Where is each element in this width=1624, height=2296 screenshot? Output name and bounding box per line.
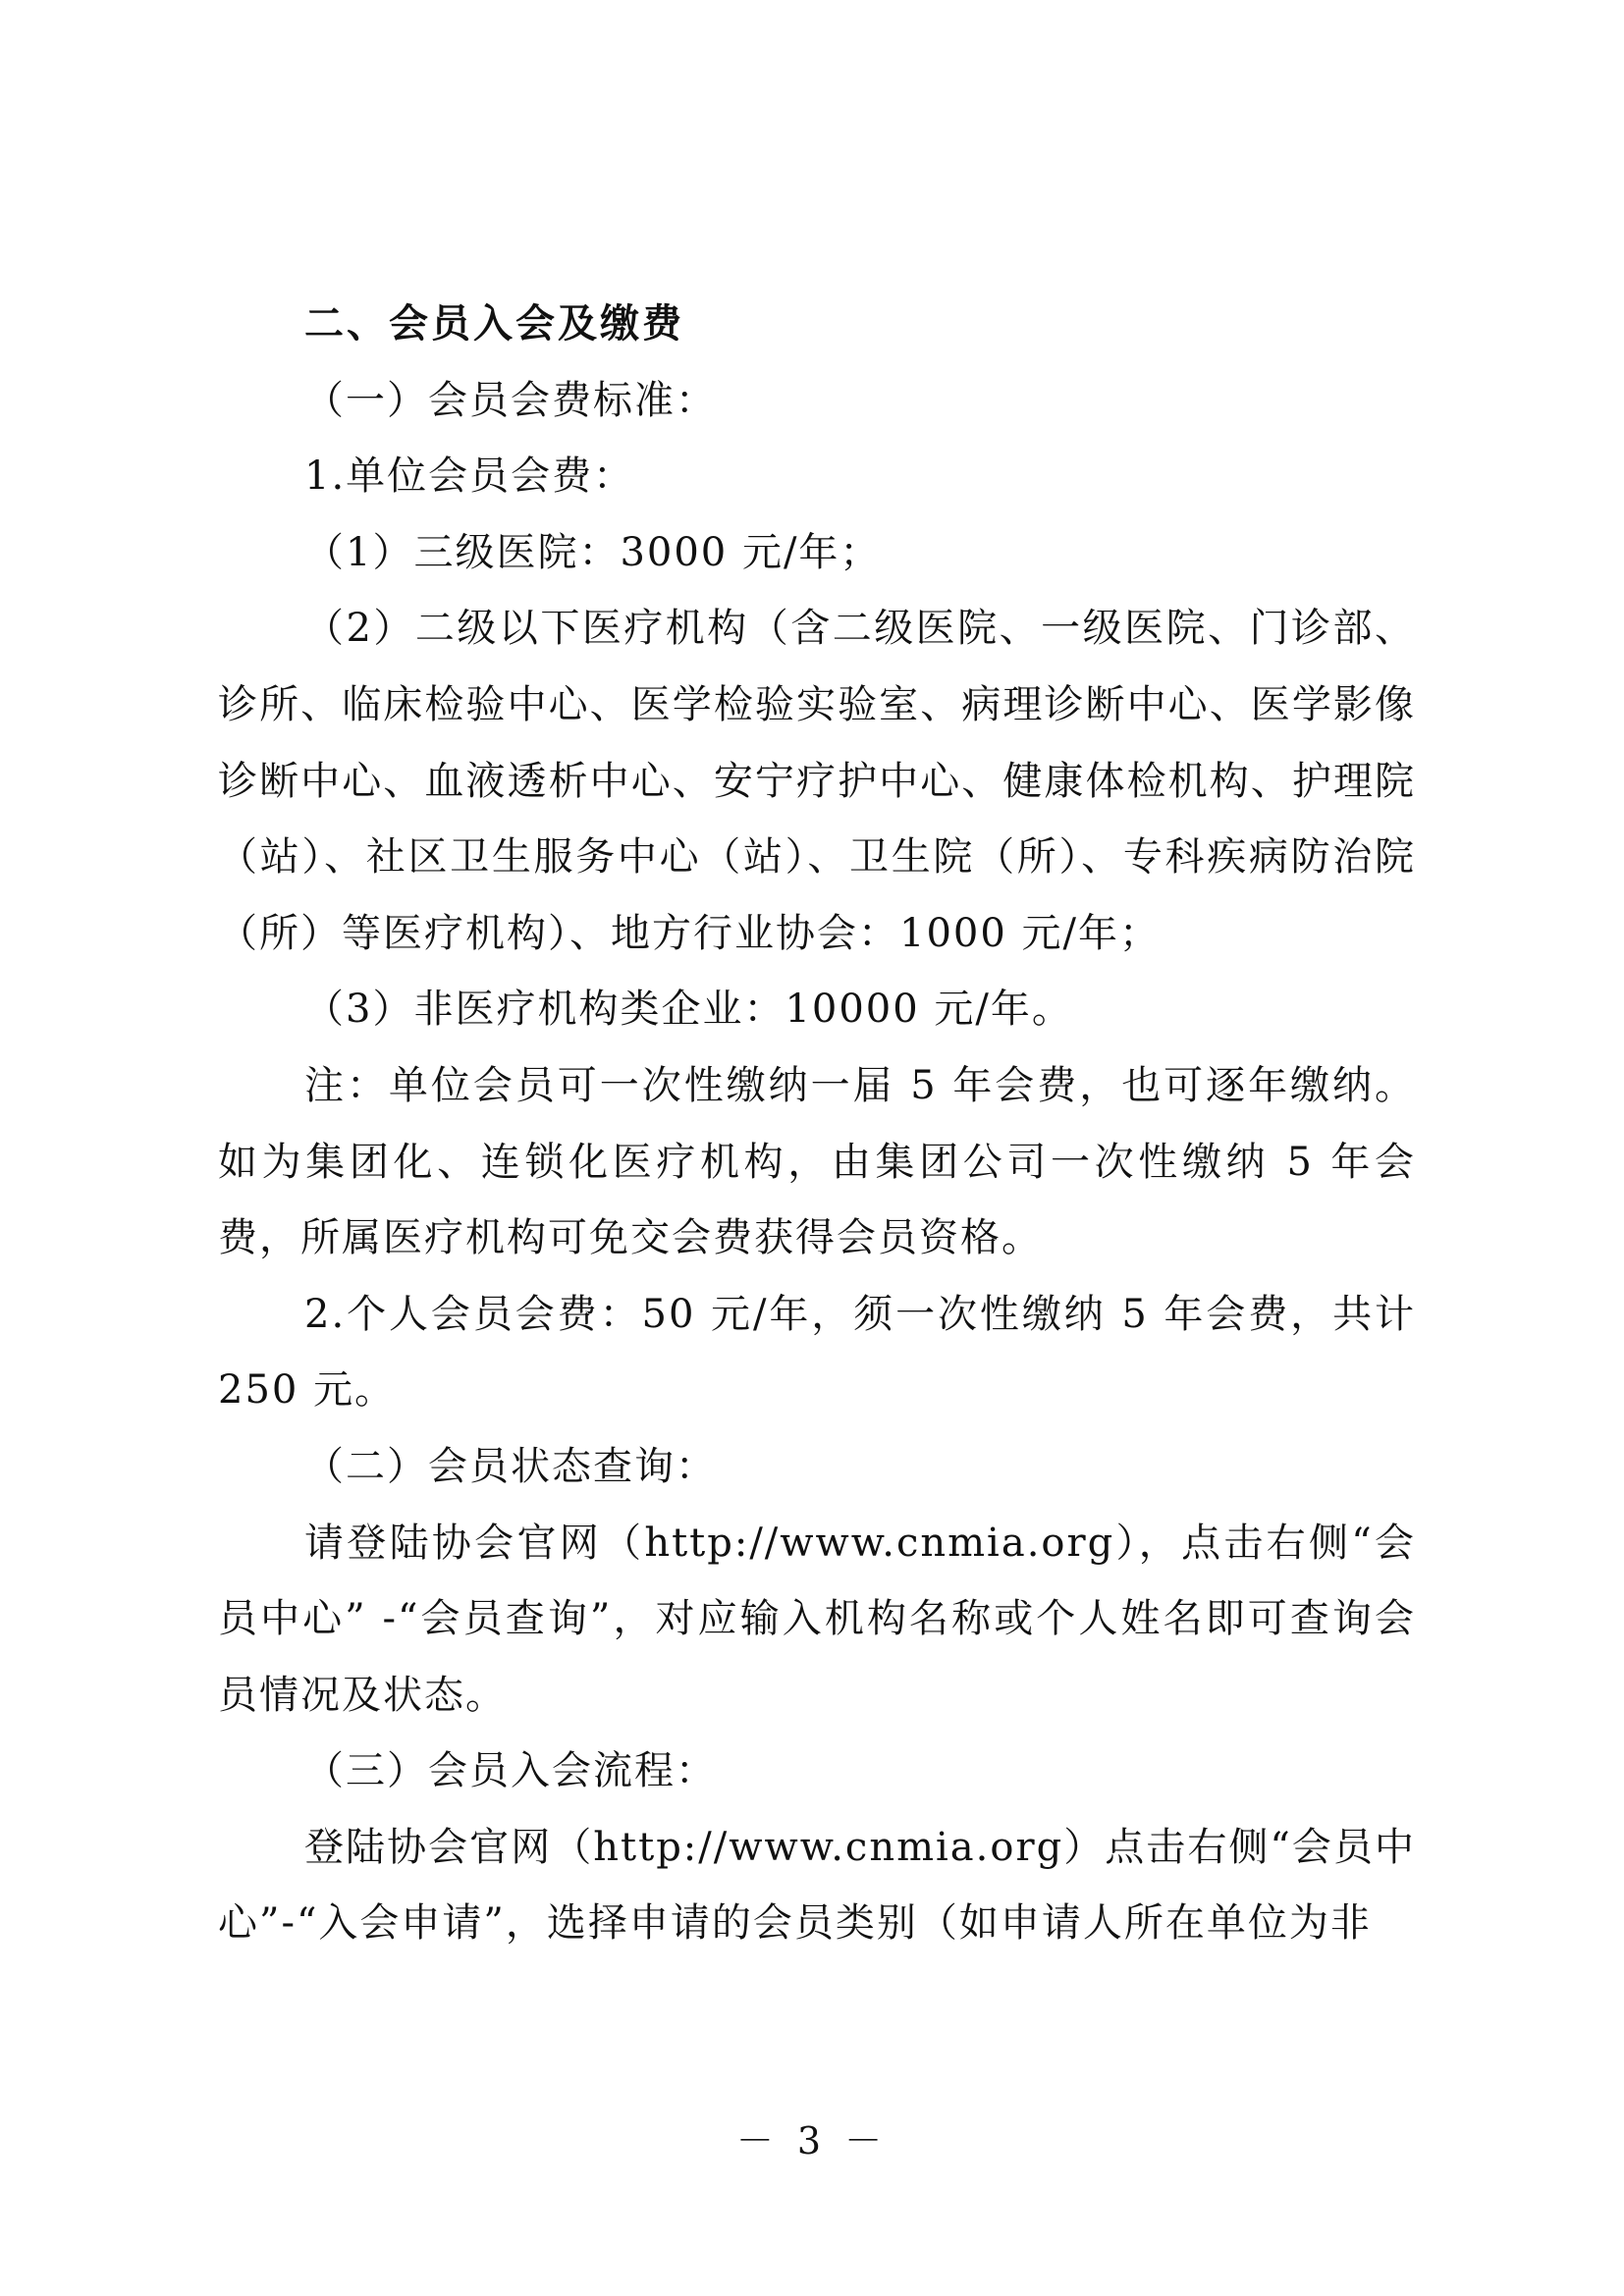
fee-item-non-medical-enterprise: （3）非医疗机构类企业：10000 元/年。 [304, 987, 1073, 1033]
page-number: － 3 － [735, 2119, 889, 2163]
individual-member-fee: 2.个人会员会费：50 元/年，须一次性缴纳 5 年会费，共计 250 元。 [218, 1291, 1416, 1414]
unit-member-fee-title: 1.单位会员会费： [304, 454, 635, 500]
subsection-title-status-query: （二）会员状态查询： [304, 1443, 717, 1489]
status-query-instructions: 请登陆协会官网（http://www.cnmia.org），点击右侧“会员中心” -“会员查询”，对应输入机构名称或个人姓名即可查询会员情况及状态。 [218, 1520, 1416, 1718]
fee-item-secondary-institutions: （2）二级以下医疗机构（含二级医院、一级医院、门诊部、诊所、临床检验中心、医学检验实验室、病理诊断中心、医学影像诊断中心、血液透析中心、安宁疗护中心、健康体检机构、护理院（站）、社区卫生服务中心（站）、卫生院（所）、专科疾病防治院（所）等医疗机构）、地方行业协会：1000 元/年； [218, 606, 1416, 956]
subsection-title-join-process: （三）会员入会流程： [304, 1748, 717, 1794]
section-heading: 二、会员入会及缴费 [304, 301, 684, 347]
document-body [218, 287, 1416, 1962]
unit-member-note: 注：单位会员可一次性缴纳一届 5 年会费，也可逐年缴纳。如为集团化、连锁化医疗机构，由集团公司一次性缴纳 5 年会费，所属医疗机构可免交会费获得会员资格。 [218, 1062, 1416, 1261]
join-process-instructions: 登陆协会官网（http://www.cnmia.org）点击右侧“会员中心”-“入会申请”，选择申请的会员类别（如申请人所在单位为非 [218, 1824, 1416, 1947]
fee-item-tertiary-hospital: （1）三级医院：3000 元/年； [304, 529, 882, 575]
subsection-title-fee-standard: （一）会员会费标准： [304, 377, 717, 423]
